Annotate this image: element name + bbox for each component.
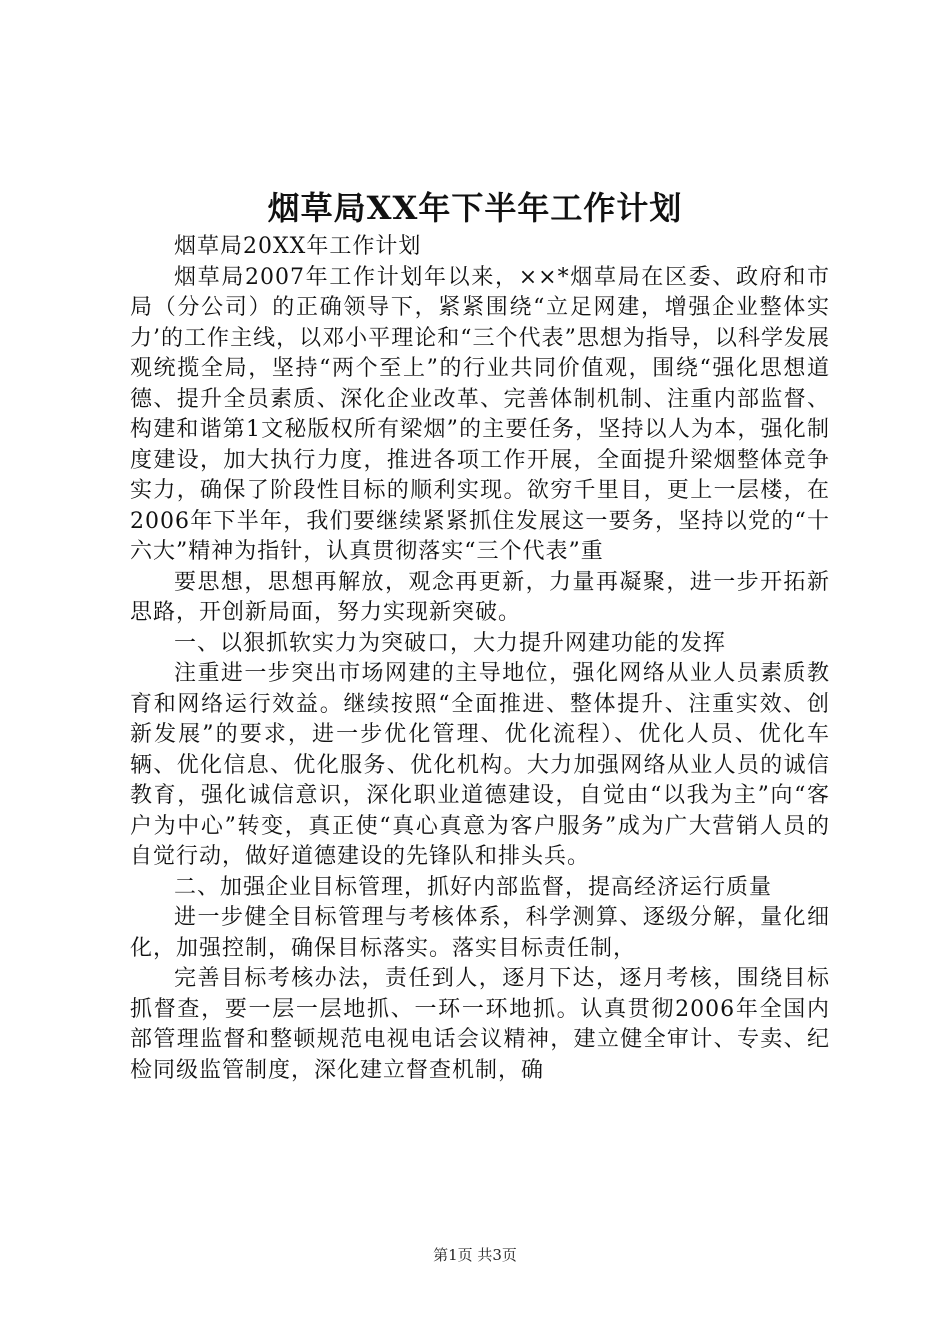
section-heading: 一、以狠抓软实力为突破口，大力提升网建功能的发挥: [174, 630, 727, 656]
document-body: [130, 232, 830, 1086]
document-title: 烟草局XX年下半年工作计划: [267, 189, 683, 227]
paragraph: 烟草局2007年工作计划年以来，××*烟草局在区委、政府和市局（分公司）的正确领导下，紧紧围绕“立足网建，增强企业整体实力’的工作主线，以邓小平理论和“三个代表”思想为指导，以科学发展观统揽全局，坚持“两个至上”的行业共同价值观，围绕“强化思想道德、提升全员素质、深化企业改革、完善体制机制、注重内部监督、构建和谐第1文秘版权所有梁烟”的主要任务，坚持以人为本，强化制度建设，加大执行力度，推进各项工作开展，全面提升梁烟整体竞争实力，确保了阶段性目标的顺利实现。欲穷千里目，更上一层楼，在2006年下半年，我们要继续紧紧抓住发展这一要务，坚持以党的“十六大”精神为指针，认真贯彻落实“三个代表”重: [130, 264, 830, 564]
paragraph: 进一步健全目标管理与考核体系，科学测算、逐级分解，量化细化，加强控制，确保目标落实。落实目标责任制，: [130, 905, 830, 961]
paragraph: 要思想，思想再解放，观念再更新，力量再凝聚，进一步开拓新思路，开创新局面，努力实现新突破。: [130, 569, 830, 625]
paragraph: 注重进一步突出市场网建的主导地位，强化网络从业人员素质教育和网络运行效益。继续按照“全面推进、整体提升、注重实效、创新发展”的要求，进一步优化管理、优化流程）、优化人员、优化车辆、优化信息、优化服务、优化机构。大力加强网络从业人员的诚信教育，强化诚信意识，深化职业道德建设，自觉由“以我为主”向“客户为中心”转变，真正使“真心真意为客户服务”成为广大营销人员的自觉行动，做好道德建设的先锋队和排头兵。: [130, 661, 830, 869]
section-heading: 二、加强企业目标管理，抓好内部监督，提高经济运行质量: [174, 874, 773, 900]
paragraph: 烟草局20XX年工作计划: [174, 234, 422, 259]
paragraph: 完善目标考核办法，责任到人，逐月下达，逐月考核，围绕目标抓督查，要一层一层地抓、一环一环地抓。认真贯彻2006年全国内部管理监督和整顿规范电视电话会议精神，建立健全审计、专卖、纪检同级监管制度，深化建立督查机制，确: [130, 966, 830, 1083]
page-number-footer: 第1页 共3页: [433, 1246, 517, 1264]
